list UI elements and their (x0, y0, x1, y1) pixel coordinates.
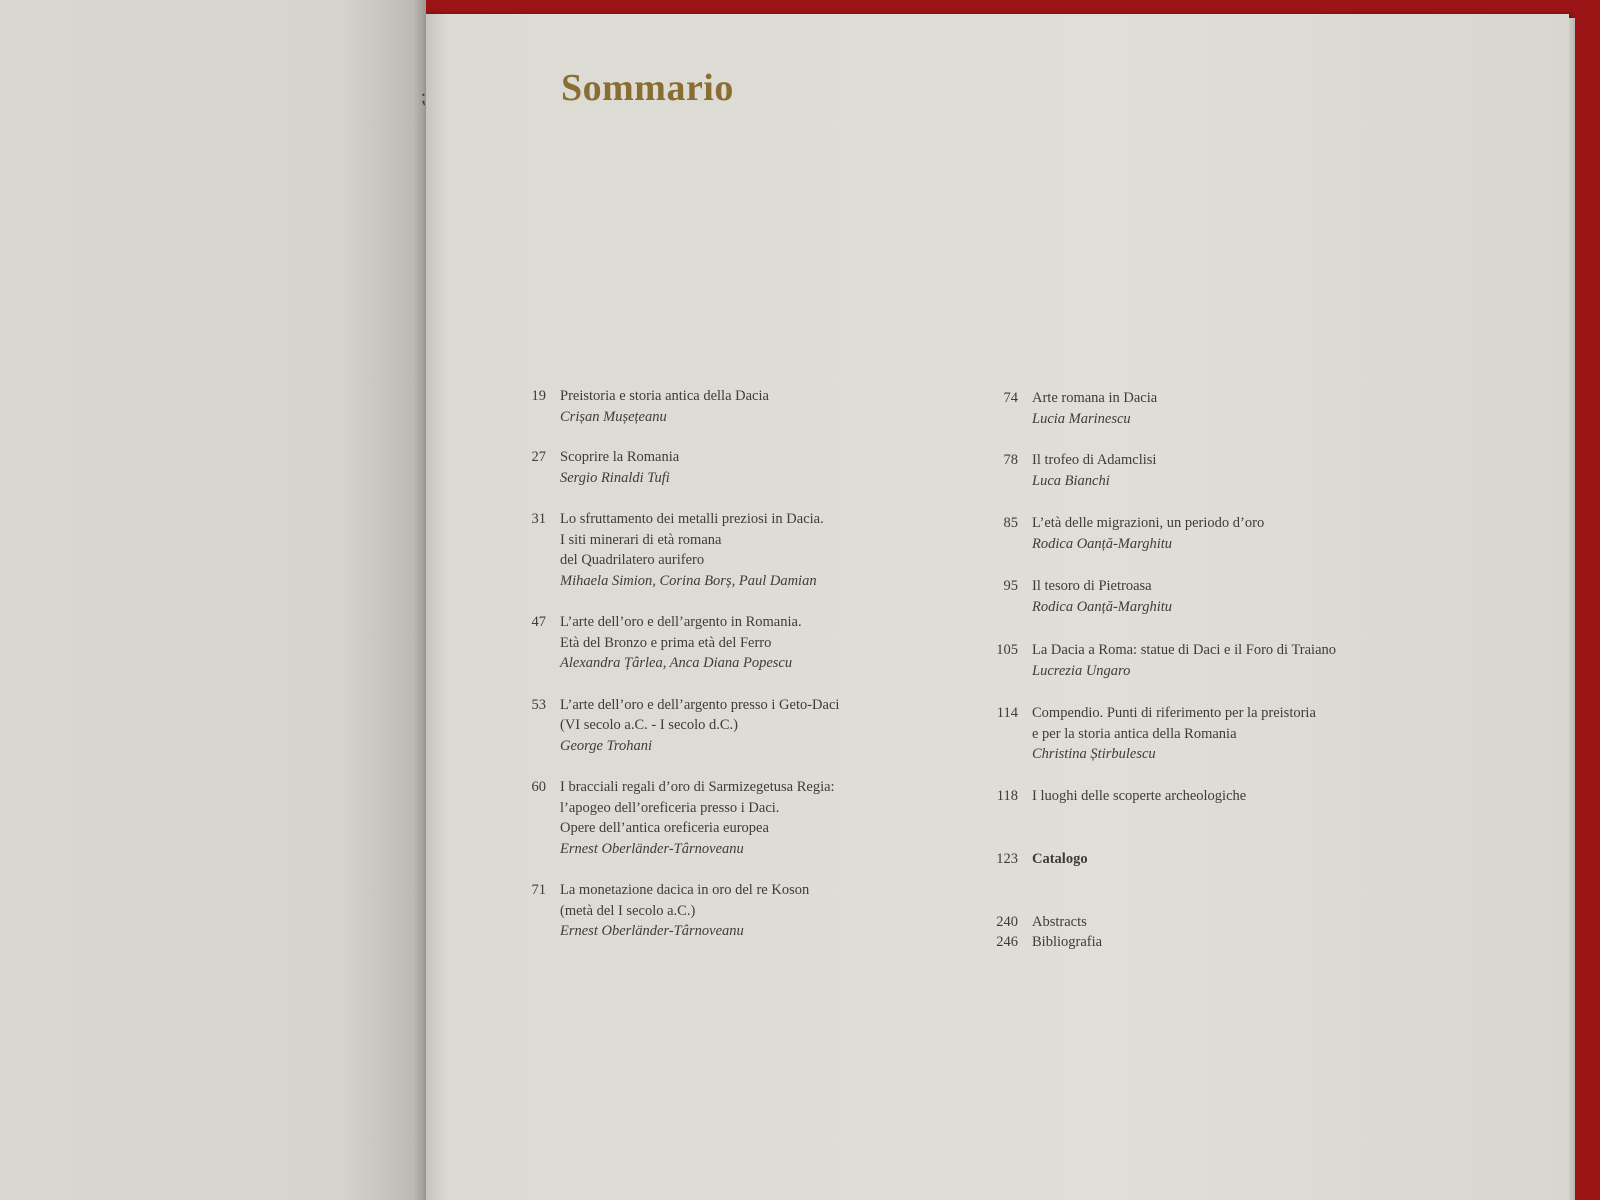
toc-page-number: 78 (1003, 452, 1018, 468)
toc-page-number: 60 (531, 779, 546, 795)
left-page (0, 0, 426, 1200)
toc-page-number: 27 (531, 449, 546, 465)
toc-entry-author: Christina Știrbulescu (1032, 746, 1156, 762)
toc-entry-title: Il tesoro di Pietroasa (1032, 578, 1152, 594)
toc-entry-author: George Trohani (560, 737, 652, 754)
toc-entry-author: Lucrezia Ungaro (1032, 662, 1131, 679)
toc-entry[interactable] (980, 388, 1420, 429)
toc-page-number: 105 (996, 642, 1018, 658)
toc-page-number: 85 (1003, 515, 1018, 531)
toc-entry-bibliografia[interactable] (980, 932, 1420, 953)
toc-entry-abstracts[interactable] (980, 912, 1420, 933)
page-edge (1569, 18, 1575, 1200)
toc-entry[interactable] (980, 576, 1420, 617)
toc-entry[interactable] (980, 513, 1420, 554)
toc-page-number: 246 (996, 934, 1018, 950)
toc-page-number: 114 (996, 705, 1018, 721)
toc-entry-title: La Dacia a Roma: statue di Daci e il Foro di Traiano (1032, 642, 1337, 658)
toc-right-column (980, 388, 1420, 953)
toc-entry-title: e per la storia antica della Romania (1032, 725, 1237, 742)
toc-entry[interactable] (508, 612, 928, 674)
toc-entry-title: Scoprire la Romania (560, 449, 680, 465)
toc-entry-title: (metà del I secolo a.C.) (560, 902, 696, 919)
toc-entry-title: (VI secolo a.C. - I secolo d.C.) (560, 717, 738, 733)
toc-entry-title: Lo sfruttamento dei metalli preziosi in Dacia. (560, 511, 824, 527)
toc-entry[interactable] (508, 509, 928, 591)
toc-page-number: 95 (1003, 578, 1018, 594)
toc-page-number: 47 (531, 614, 546, 630)
toc-page-number: 118 (996, 787, 1018, 804)
toc-page-number: 123 (996, 851, 1018, 867)
toc-entry-title: I bracciali regali d’oro di Sarmizegetusa Regia: (560, 779, 835, 795)
toc-entry-title: La monetazione dacica in oro del re Koson (560, 882, 810, 898)
toc-entry[interactable] (980, 450, 1420, 491)
toc-page-number: 31 (531, 511, 546, 527)
toc-entry-title: I luoghi delle scoperte archeologiche (1032, 787, 1247, 804)
toc-entry[interactable] (508, 880, 928, 942)
toc-entry-title: Abstracts (1032, 913, 1087, 930)
toc-entry-title: Compendio. Punti di riferimento per la preistoria (1032, 705, 1316, 721)
toc-entry-author: Lucia Marinescu (1032, 410, 1131, 427)
toc-entry[interactable] (508, 695, 928, 757)
toc-entry-title: L’arte dell’oro e dell’argento presso i Geto-Daci (560, 696, 840, 713)
toc-entry-author: Sergio Rinaldi Tufi (560, 469, 670, 486)
toc-page-number: 53 (531, 696, 546, 713)
toc-entry[interactable] (980, 786, 1420, 807)
toc-entry[interactable] (980, 703, 1420, 765)
toc-entry-title: l’apogeo dell’oreficeria presso i Daci. (560, 799, 780, 816)
toc-entry-author: Rodica Oanță-Marghitu (1032, 598, 1173, 615)
toc-entry-title: Arte romana in Dacia (1032, 390, 1158, 406)
toc-entry[interactable] (980, 640, 1420, 681)
toc-entry-author: Crișan Mușețeanu (560, 408, 667, 425)
ornament-icon: ⁏ (420, 87, 427, 107)
toc-entry-author: Rodica Oanță-Marghitu (1032, 535, 1173, 552)
toc-entry-title: L’arte dell’oro e dell’argento in Romania. (560, 614, 802, 630)
toc-entry-author: Ernest Oberländer-Târnoveanu (560, 923, 744, 939)
toc-entry-title: Il trofeo di Adamclisi (1032, 452, 1157, 468)
toc-entry-author: Luca Bianchi (1032, 472, 1110, 489)
toc-entry-catalogo[interactable] (980, 849, 1420, 870)
toc-entry[interactable] (508, 777, 928, 859)
toc-entry-author: Mihaela Simion, Corina Borș, Paul Damian (560, 572, 817, 589)
toc-page-number: 19 (531, 388, 546, 404)
toc-page-number: 71 (531, 882, 546, 898)
toc-page-number: 240 (996, 913, 1018, 930)
toc-entry-title: Età del Bronzo e prima età del Ferro (560, 634, 772, 651)
toc-entry-title: del Quadrilatero aurifero (560, 552, 705, 568)
toc-left-column (508, 386, 928, 942)
toc-entry-title: Opere dell’antica oreficeria europea (560, 820, 769, 836)
toc-entry-title: Bibliografia (1032, 934, 1103, 950)
toc-entry-author: Alexandra Țârlea, Anca Diana Popescu (560, 655, 793, 671)
toc-entry-title: Preistoria e storia antica della Dacia (560, 388, 769, 404)
page-title: Sommario (561, 67, 734, 109)
toc-page-number: 74 (1003, 390, 1018, 406)
toc-entry-title: L’età delle migrazioni, un periodo d’oro (1032, 515, 1265, 531)
toc-entry-title: Catalogo (1032, 851, 1088, 867)
toc-entry-author: Ernest Oberländer-Târnoveanu (560, 840, 744, 857)
toc-entry[interactable] (508, 447, 928, 488)
toc-entry[interactable] (508, 386, 928, 427)
toc-entry-title: I siti minerari di età romana (560, 531, 722, 548)
